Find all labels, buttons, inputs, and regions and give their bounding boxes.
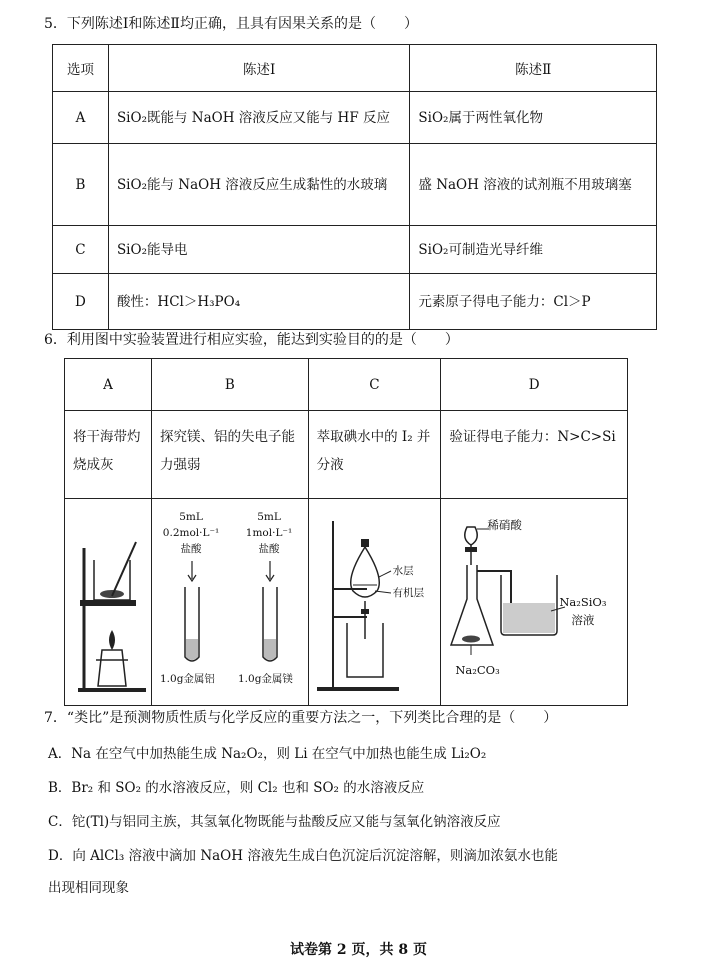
c-lower-layer: 有机层: [392, 587, 425, 599]
q7-option-d-continued: 出现相同现象: [48, 880, 129, 896]
b-right-reagent: 5mL 1mol·L⁻¹ 盐酸: [245, 511, 293, 555]
table-row: [65, 411, 628, 499]
q7-option-d: D．向 AlCl₃ 溶液中滴加 NaOH 溶液先生成白色沉淀后沉淀溶解，则滴加浓氨水也能: [48, 848, 558, 864]
col-label-b: B: [152, 359, 309, 411]
col-desc-a: 将干海带灼烧成灰: [65, 411, 152, 499]
table-row: [65, 499, 628, 706]
table-row: [53, 92, 657, 144]
d-beaker-label: Na₂SiO₃ 溶液: [559, 595, 607, 627]
row-statement-2: 盛 NaOH 溶液的试剂瓶不用玻璃塞: [410, 144, 657, 226]
col-desc-d: 验证得电子能力：N>C>Si: [441, 411, 628, 499]
header-statement-2: 陈述Ⅱ: [410, 45, 657, 92]
q7-option-a: A．Na 在空气中加热能生成 Na₂O₂，则 Li 在空气中加热也能生成 Li₂O₂: [48, 746, 487, 762]
table-row: [53, 274, 657, 330]
table-header-row: [53, 45, 657, 92]
col-label-a: A: [65, 359, 152, 411]
col-label-d: D: [441, 359, 628, 411]
q6-table: [64, 358, 628, 706]
row-option: A: [53, 92, 109, 144]
q7-option-b: B．Br₂ 和 SO₂ 的水溶液反应，则 Cl₂ 也和 SO₂ 的水溶液反应: [48, 780, 425, 796]
apparatus-c: [308, 499, 441, 706]
q5-stem: 5．下列陈述Ⅰ和陈述Ⅱ均正确，且具有因果关系的是（ ）: [44, 16, 418, 32]
q7-option-c: C．铊(Tl)与铝同主族，其氢氧化物既能与盐酸反应又能与氢氧化钠溶液反应: [48, 814, 501, 830]
d-acid-label: 稀硝酸: [487, 518, 522, 532]
q6-stem: 6．利用图中实验装置进行相应实验，能达到实验目的的是（ ）: [44, 332, 459, 348]
col-desc-b: 探究镁、铝的失电子能力强弱: [152, 411, 309, 499]
apparatus-b: [152, 499, 309, 706]
table-row: [53, 144, 657, 226]
apparatus-a: [65, 499, 152, 706]
table-row: [53, 226, 657, 274]
test-tubes-diagram: [152, 499, 310, 699]
q5-table: [52, 44, 657, 330]
q7-stem: 7．“类比”是预测物质性质与化学反应的重要方法之一，下列类比合理的是（ ）: [44, 710, 558, 726]
col-label-c: C: [308, 359, 441, 411]
row-statement-2: 元素原子得电子能力：Cl＞P: [410, 274, 657, 330]
d-flask-label: Na₂CO₃: [455, 663, 500, 677]
b-left-reagent: 5mL 0.2mol·L⁻¹ 盐酸: [162, 511, 220, 555]
apparatus-d: [441, 499, 628, 706]
row-option: B: [53, 144, 109, 226]
page-footer: 试卷第 2 页，共 8 页: [290, 942, 427, 958]
table-header-row: [65, 359, 628, 411]
row-statement-1: SiO₂能导电: [108, 226, 409, 274]
c-upper-layer: 水层: [392, 565, 414, 577]
row-statement-2: SiO₂属于两性氧化物: [410, 92, 657, 144]
row-statement-1: 酸性：HCl＞H₃PO₄: [108, 274, 409, 330]
header-statement-1: 陈述Ⅰ: [108, 45, 409, 92]
burning-apparatus-diagram: [66, 500, 150, 700]
col-desc-c: 萃取碘水中的 I₂ 并分液: [308, 411, 441, 499]
row-statement-1: SiO₂能与 NaOH 溶液反应生成黏性的水玻璃: [108, 144, 409, 226]
b-right-metal: 1.0g金属镁: [238, 673, 293, 685]
row-statement-1: SiO₂既能与 NaOH 溶液反应又能与 HF 反应: [108, 92, 409, 144]
header-option: 选项: [53, 45, 109, 92]
row-statement-2: SiO₂可制造光导纤维: [410, 226, 657, 274]
row-option: C: [53, 226, 109, 274]
row-option: D: [53, 274, 109, 330]
b-left-metal: 1.0g金属铝: [160, 673, 215, 685]
